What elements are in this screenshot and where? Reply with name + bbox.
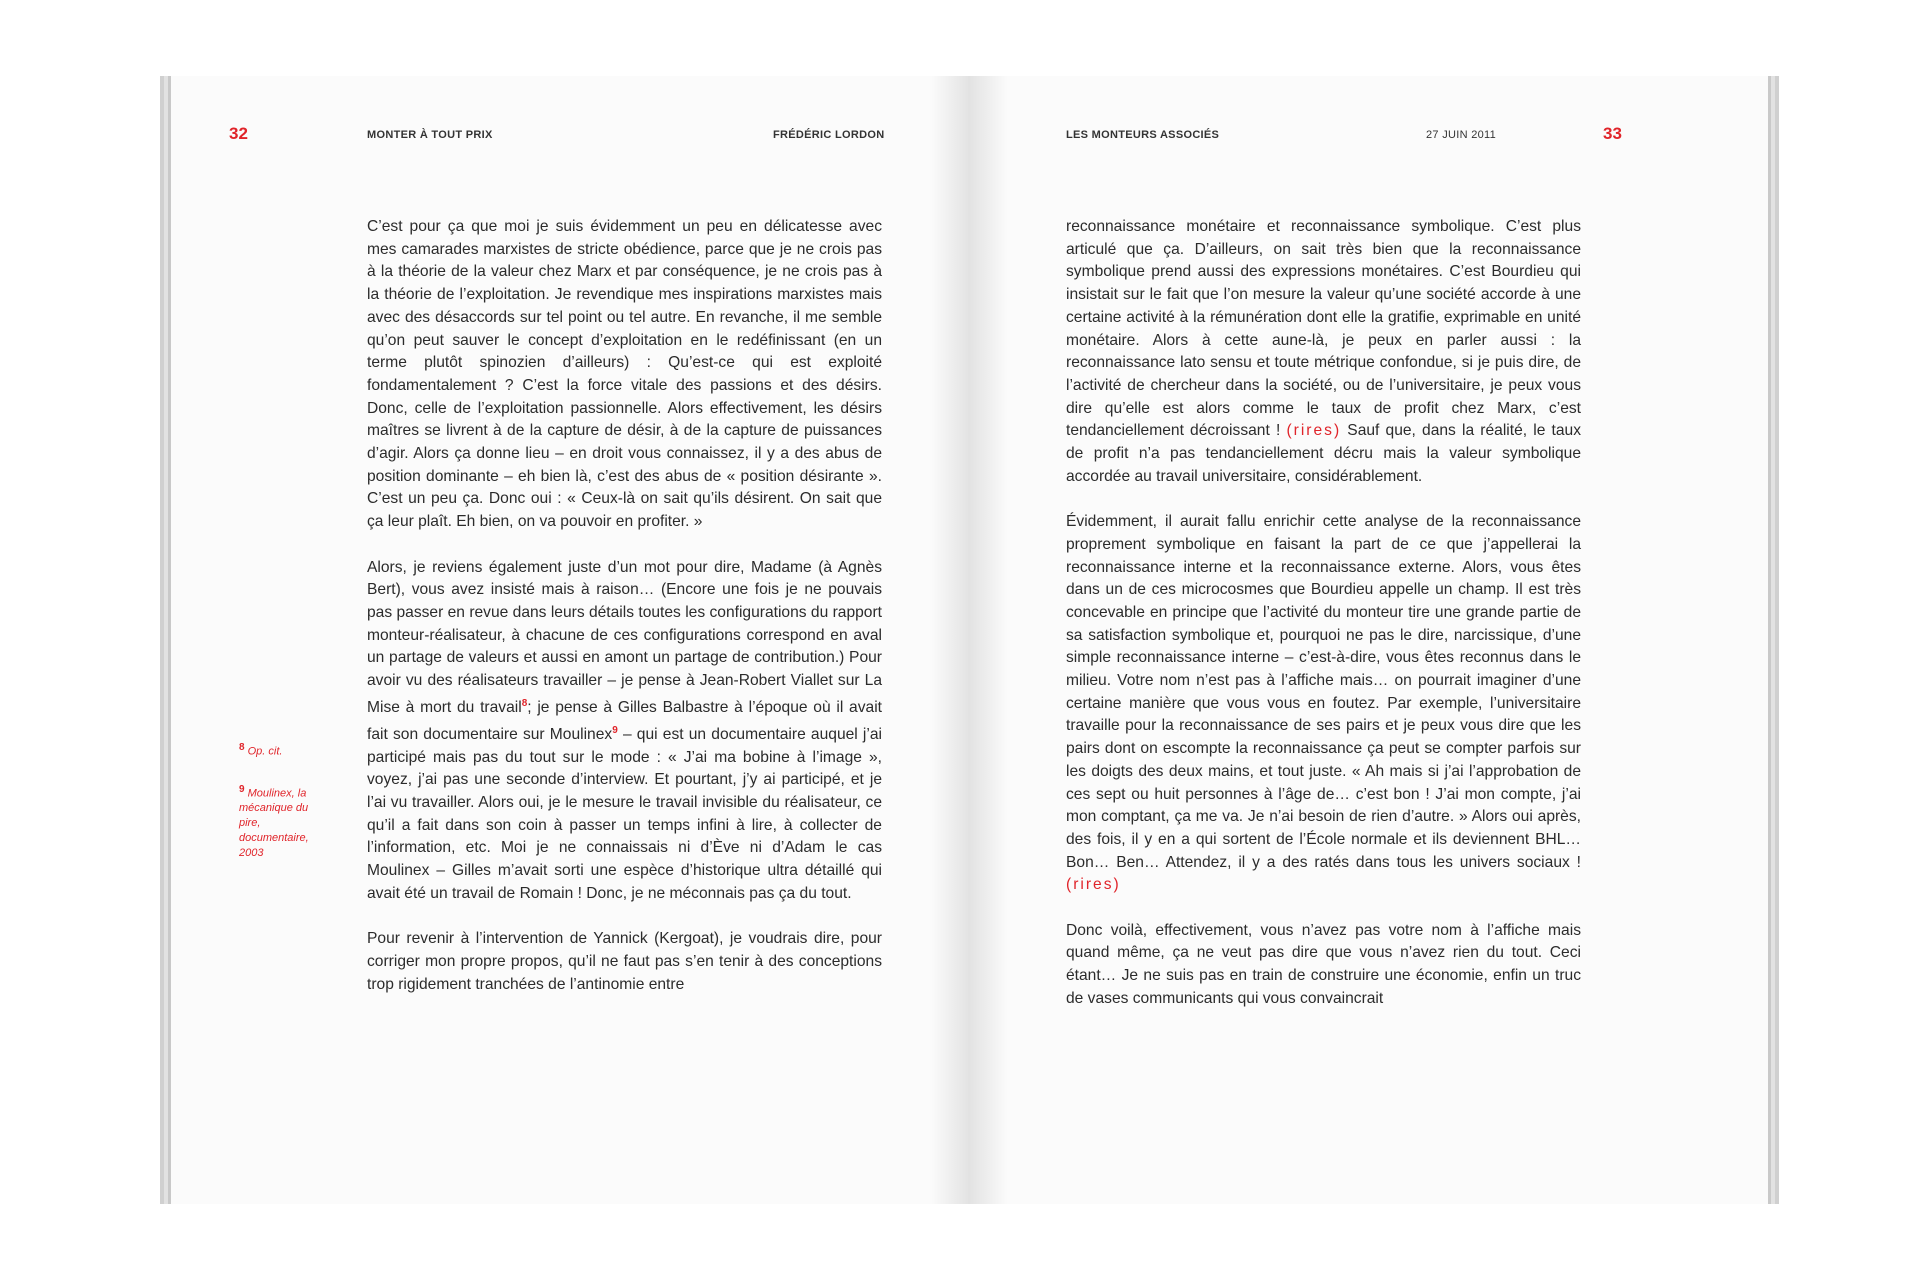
right-page: [968, 76, 1771, 1204]
paragraph: Donc voilà, effectivement, vous n’avez pas votre nom à l’affiche mais quand même, ça ne veut pas dire que vous n’avez rien du tout. Ceci étant… Je ne suis pas en train de construire une économie, enfin un truc de vases communicants qui vous convaincrait: [1066, 921, 1581, 1007]
page-number: 33: [1603, 124, 1622, 143]
paragraph: reconnaissance monétaire et reconnaissance symbolique. C’est plus articulé que ça. D’ailleurs, on sait très bien que la reconnaissance symbolique prend aussi des expressions monétaires. C’est Bourdieu qui insistait sur le fait que l’on mesure la valeur qu’une société accorde à une certaine activité à la rémunération dont elle la gratifie, exprimable en unité monétaire. Alors à cette aune-là, je peux en parler aussi : la reconnaissance lato sensu et toute métrique confondue, si je puis dire, de l’activité de chercheur dans la société, ou de l’universitaire, je peux vous dire qu’elle est alors comme le taux de profit chez Marx, c’est tendanciellement décroissant ! (rires) Sauf que, dans la réalité, le taux de profit n’a pas tendanciellement décru mais la valeur symbolique accordée au travail universitaire, considérablement.: [1066, 218, 1581, 485]
laugh-annotation: (rires): [1066, 876, 1121, 894]
footnote-ref-8: 8: [521, 697, 528, 709]
paragraph: Évidemment, il aurait fallu enrichir cette analyse de la reconnaissance proprement symbolique en faisant la part de ce que j’appellerai la reconnaissance interne et la reconnaissance externe. Alors, vous êtes dans un de ces microcosmes que Bourdieu appelle un champ. Il est très concevable en principe que l’activité du monteur tire une grande partie de sa satisfaction symbolique et, pourquoi ne pas le dire, narcissique, d’une simple reconnaissance interne – c’est-à-dire, vous êtes reconnus dans le milieu. Votre nom n’est pas à l’affiche mais… on pourrait imaginer d’une certaine manière que vous vous en foutez. Par exemple, l’universitaire travaille pour la reconnaissance de ses pairs et je peux vous dire que les pairs dont on escompte la reconnaissance ça peut se compter parfois sur les doigts des deux mains, et tout juste. « Ah mais si j’ai l’approbation de ces sept ou huit personnes à l’âge de… c’est bon ! J’ai mon compte, j’ai mon comptant, ça me va. Je n’ai besoin de rien d’autre. » Alors oui après, des fois, il y en a qui sortent de l’École normale et ils deviennent BHL… Bon… Ben… Attendez, il y a des ratés dans tous les univers sociaux ! (rires): [1066, 513, 1581, 894]
running-author: FRÉDÉRIC LORDON: [773, 129, 885, 141]
running-title: MONTER À TOUT PRIX: [367, 129, 493, 141]
footnote-8: $^8$ Op. cit.: [239, 742, 283, 758]
open-book: [160, 76, 1776, 1204]
laugh-annotation: (rires): [1286, 422, 1342, 440]
running-date: 27 JUIN 2011: [1426, 129, 1497, 141]
body-text: [1066, 216, 1581, 1033]
paragraph: Alors, je reviens également juste d’un mot pour dire, Madame (à Agnès Bert), vous avez insisté mais à raison… (Encore une fois je ne pouvais pas passer en revue dans leurs détails toutes les configurations du rapport monteur-réalisateur, à chacune de ces configurations correspond en aval un partage de valeurs et aussi en amont un partage de contribution.) Pour avoir vu des réalisateurs travailler – je pense à Jean-Robert Viallet sur La Mise à mort du travail$^8$; je pense à Gilles Balbastre à l’époque où il avait fait son documentaire sur Moulinex$^9$ – qui est un documentaire auquel j’ai participé mais pas du tout sur le mode : « J’ai ma bobine à l’image », voyez, j’ai pas une seconde d’interview. Et pourtant, j’y ai participé, et je l’ai vu travailler. Alors oui, je le mesure le travail invisible du réalisateur, ce qu’il a fait dans son coin à passer un temps infini à lire, à collecter de l’information, etc. Moi je ne connaissais ni d’Ève ni d’Adam le cas Moulinex – Gilles m’avait sorti une espèce d’historique ultra détaillé qui avait été un travail de Romain ! Donc, je ne méconnais pas ça du tout.: [367, 558, 882, 902]
body-text: [367, 216, 882, 1019]
footnote-9: $^9$ Moulinex, la mécanique du pire, documentaire, 2003: [239, 783, 309, 860]
footnote-ref-9: 9: [612, 724, 618, 736]
paragraph: C’est pour ça que moi je suis évidemment un peu en délicatesse avec mes camarades marxistes de stricte obédience, parce que je ne crois pas à la théorie de la valeur chez Marx et par conséquence, je ne crois pas à la théorie de l’exploitation. Je revendique mes inspirations marxistes mais avec des désaccords sur tel point ou tel autre. En revanche, il me semble qu’on peut sauver le concept d’exploitation en le redéfinissant (en un terme plutôt spinozien d’ailleurs) : Qu’est-ce qui est exploité fondamentalement ? C’est la force vitale des passions et des désirs. Donc, celle de l’exploitation passionnelle. Alors effectivement, les désirs maîtres se livrent à de la capture de désir, à de la capture de puissances d’agir. Alors ça donne lieu – en droit vous connaissez, il y a des abus de position dominante – eh bien là, c’est des abus de « position désirante ». C’est un peu ça. Donc oui : « Ceux-là on sait qu’ils désirent. On sait que ça leur plaît. Eh bien, on va pouvoir en profiter. »: [367, 218, 882, 531]
footnotes: [239, 740, 329, 883]
left-page: [168, 76, 971, 1204]
paragraph: Pour revenir à l’intervention de Yannick (Kergoat), je voudrais dire, pour corriger mon propre propos, qu’il ne faut pas s’en tenir à des conceptions trop rigidement tranchées de l’antinomie entre: [367, 930, 882, 993]
page-number: 32: [229, 124, 248, 143]
running-title: LES MONTEURS ASSOCIÉS: [1066, 129, 1220, 141]
